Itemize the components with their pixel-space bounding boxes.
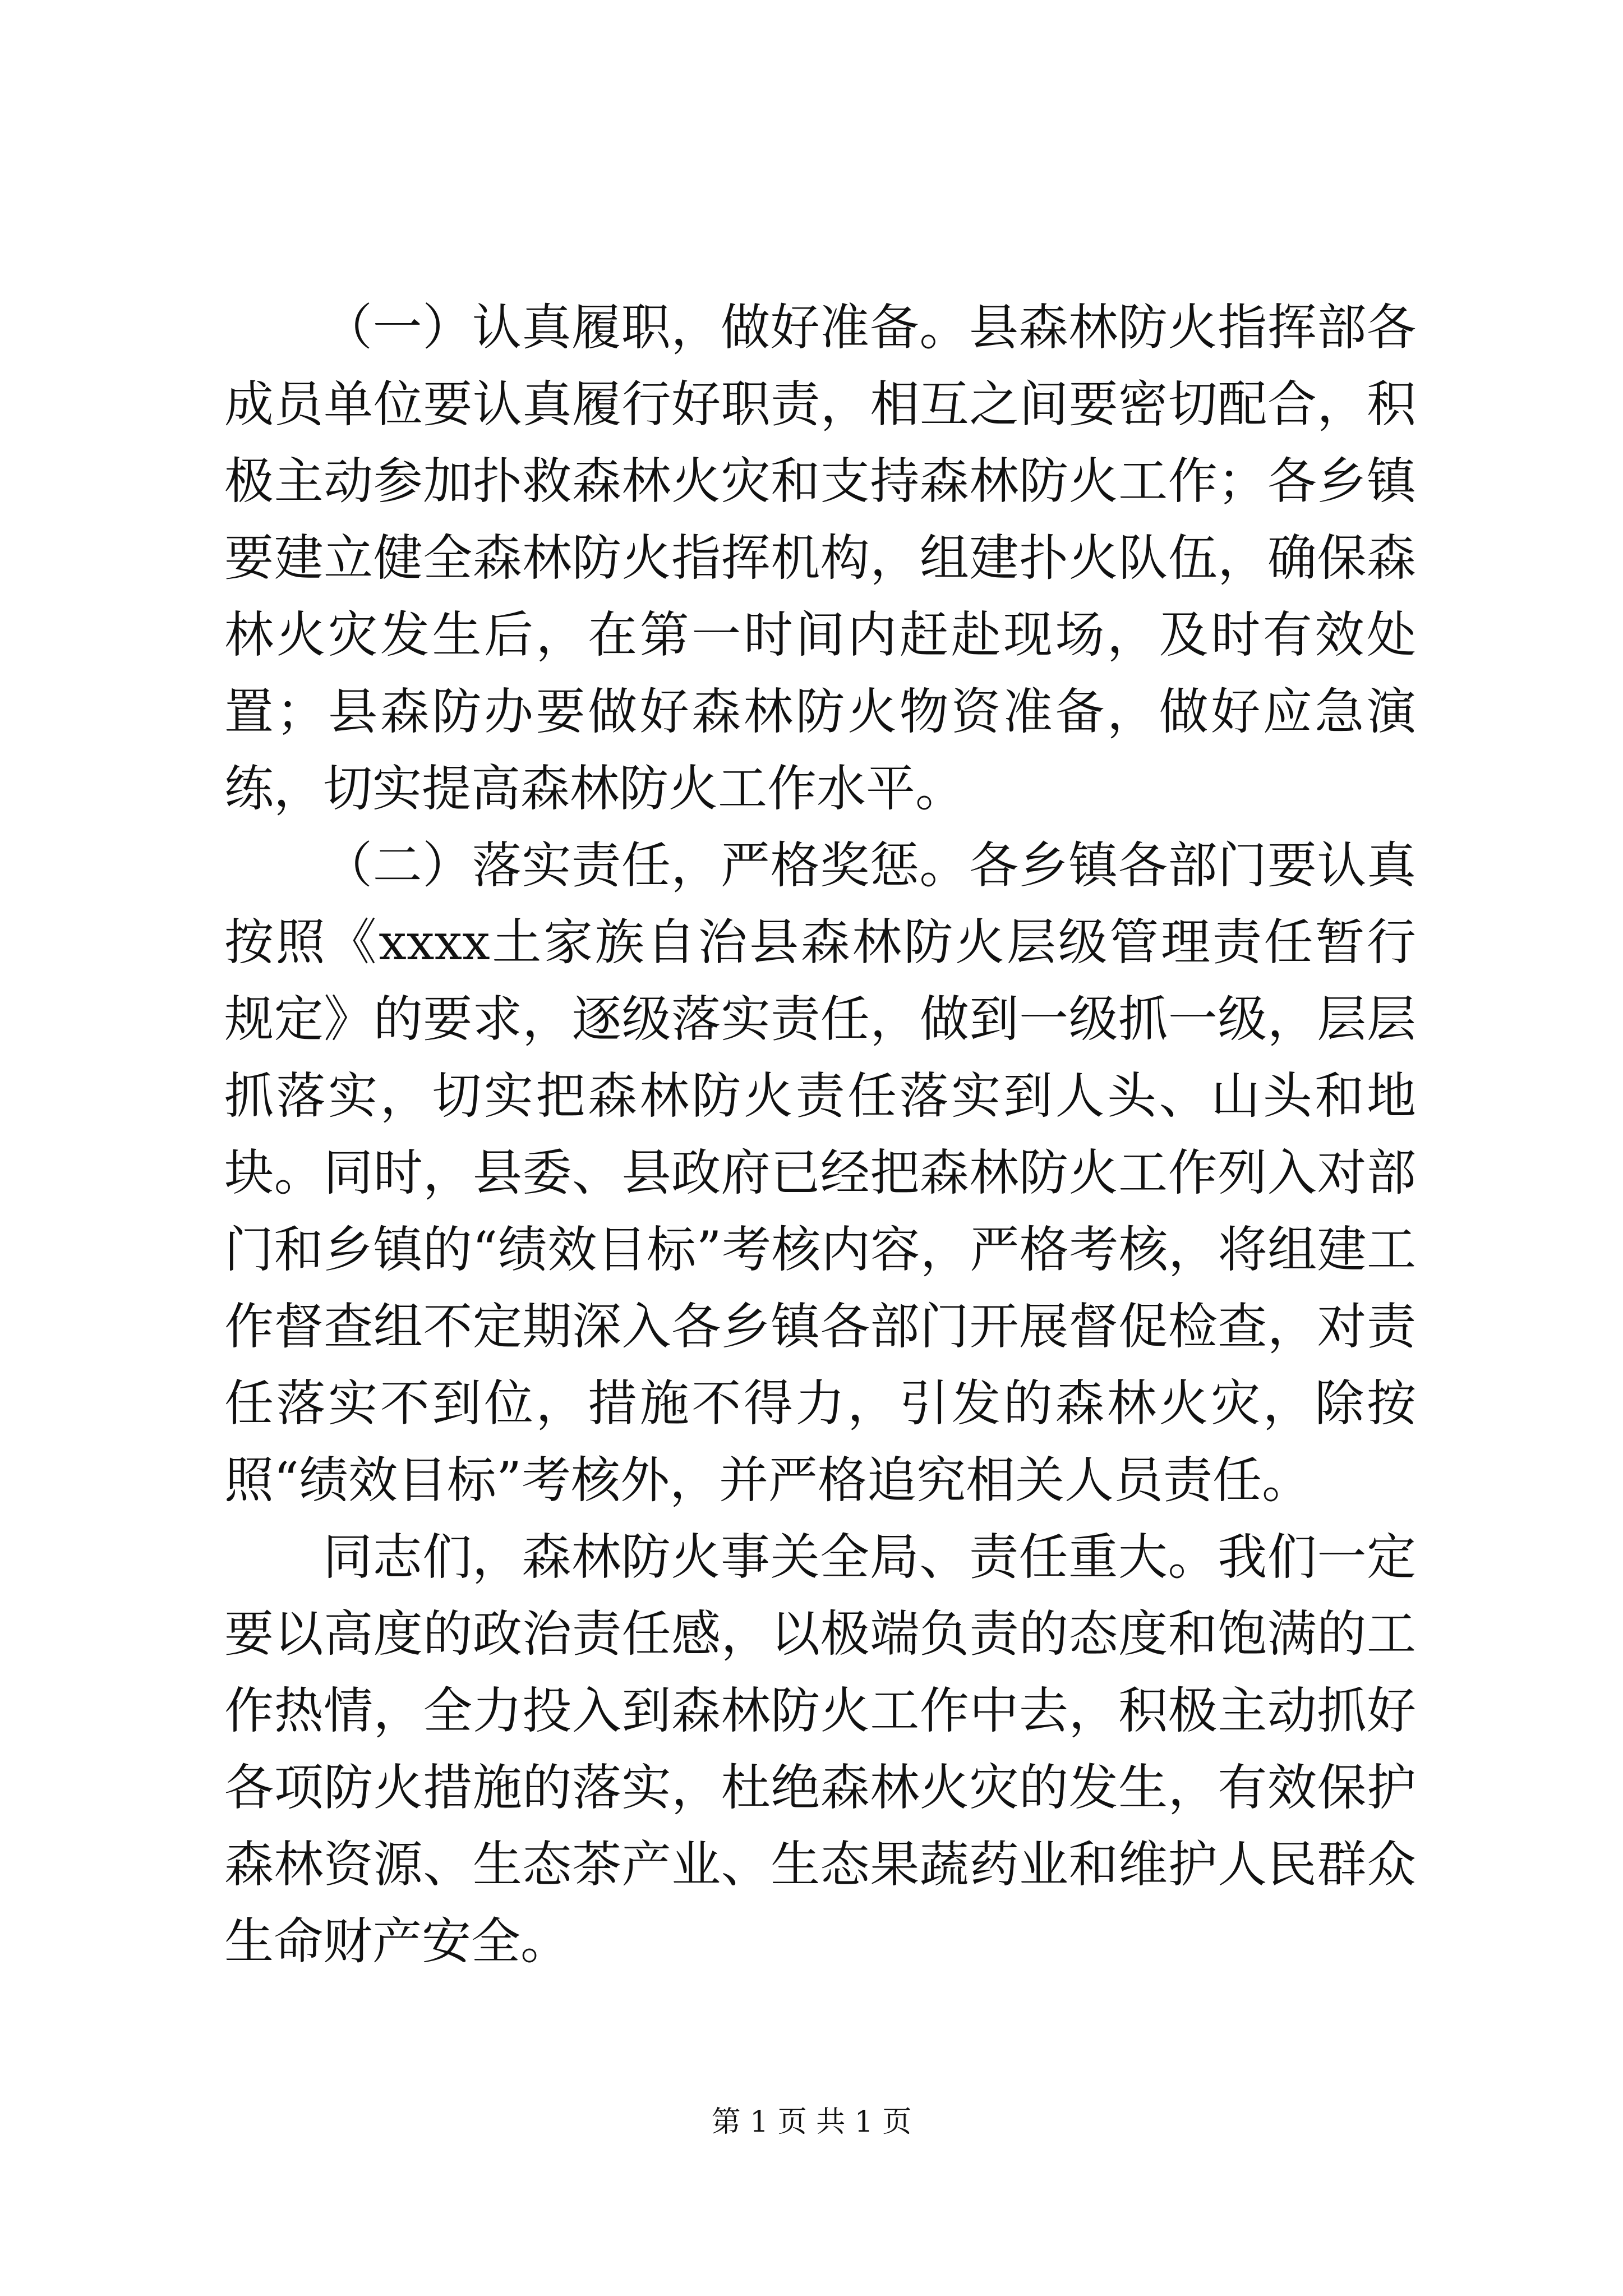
- paragraph-responsibility: （二）落实责任，严格奖惩。各乡镇各部门要认真按照《xxxx土家族自治县森林防火层级管理责任暂行规定》的要求，逐级落实责任，做到一级抓一级，层层抓落实，切实把森林防火责任落实到人头、山头和地块。同时，县委、县政府已经把森林防火工作列入对部门和乡镇的“绩效目标”考核内容，严格考核，将组建工作督查组不定期深入各乡镇各部门开展督促检查，对责任落实不到位，措施不得力，引发的森林火灾，除按照“绩效目标”考核外，并严格追究相关人员责任。: [224, 836, 1416, 1509]
- paragraph-preparation: （一）认真履职，做好准备。县森林防火指挥部各成员单位要认真履行好职责，相互之间要密切配合，积极主动参加扑救森林火灾和支持森林防火工作；各乡镇要建立健全森林防火指挥机构，组建扑火队伍，确保森林火灾发生后，在第一时间内赶赴现场，及时有效处置；县森防办要做好森林防火物资准备，做好应急演练，切实提高森林防火工作水平。: [224, 298, 1416, 817]
- page-footer: 第 1 页 共 1 页: [711, 2105, 912, 2139]
- paragraph-closing: 同志们，森林防火事关全局、责任重大。我们一定要以高度的政治责任感，以极端负责的态度和饱满的工作热情，全力投入到森林防火工作中去，积极主动抓好各项防火措施的落实，杜绝森林火灾的发生，有效保护森林资源、生态茶产业、生态果蔬药业和维护人民群众生命财产安全。: [224, 1528, 1416, 1970]
- document-body: [224, 289, 1416, 1980]
